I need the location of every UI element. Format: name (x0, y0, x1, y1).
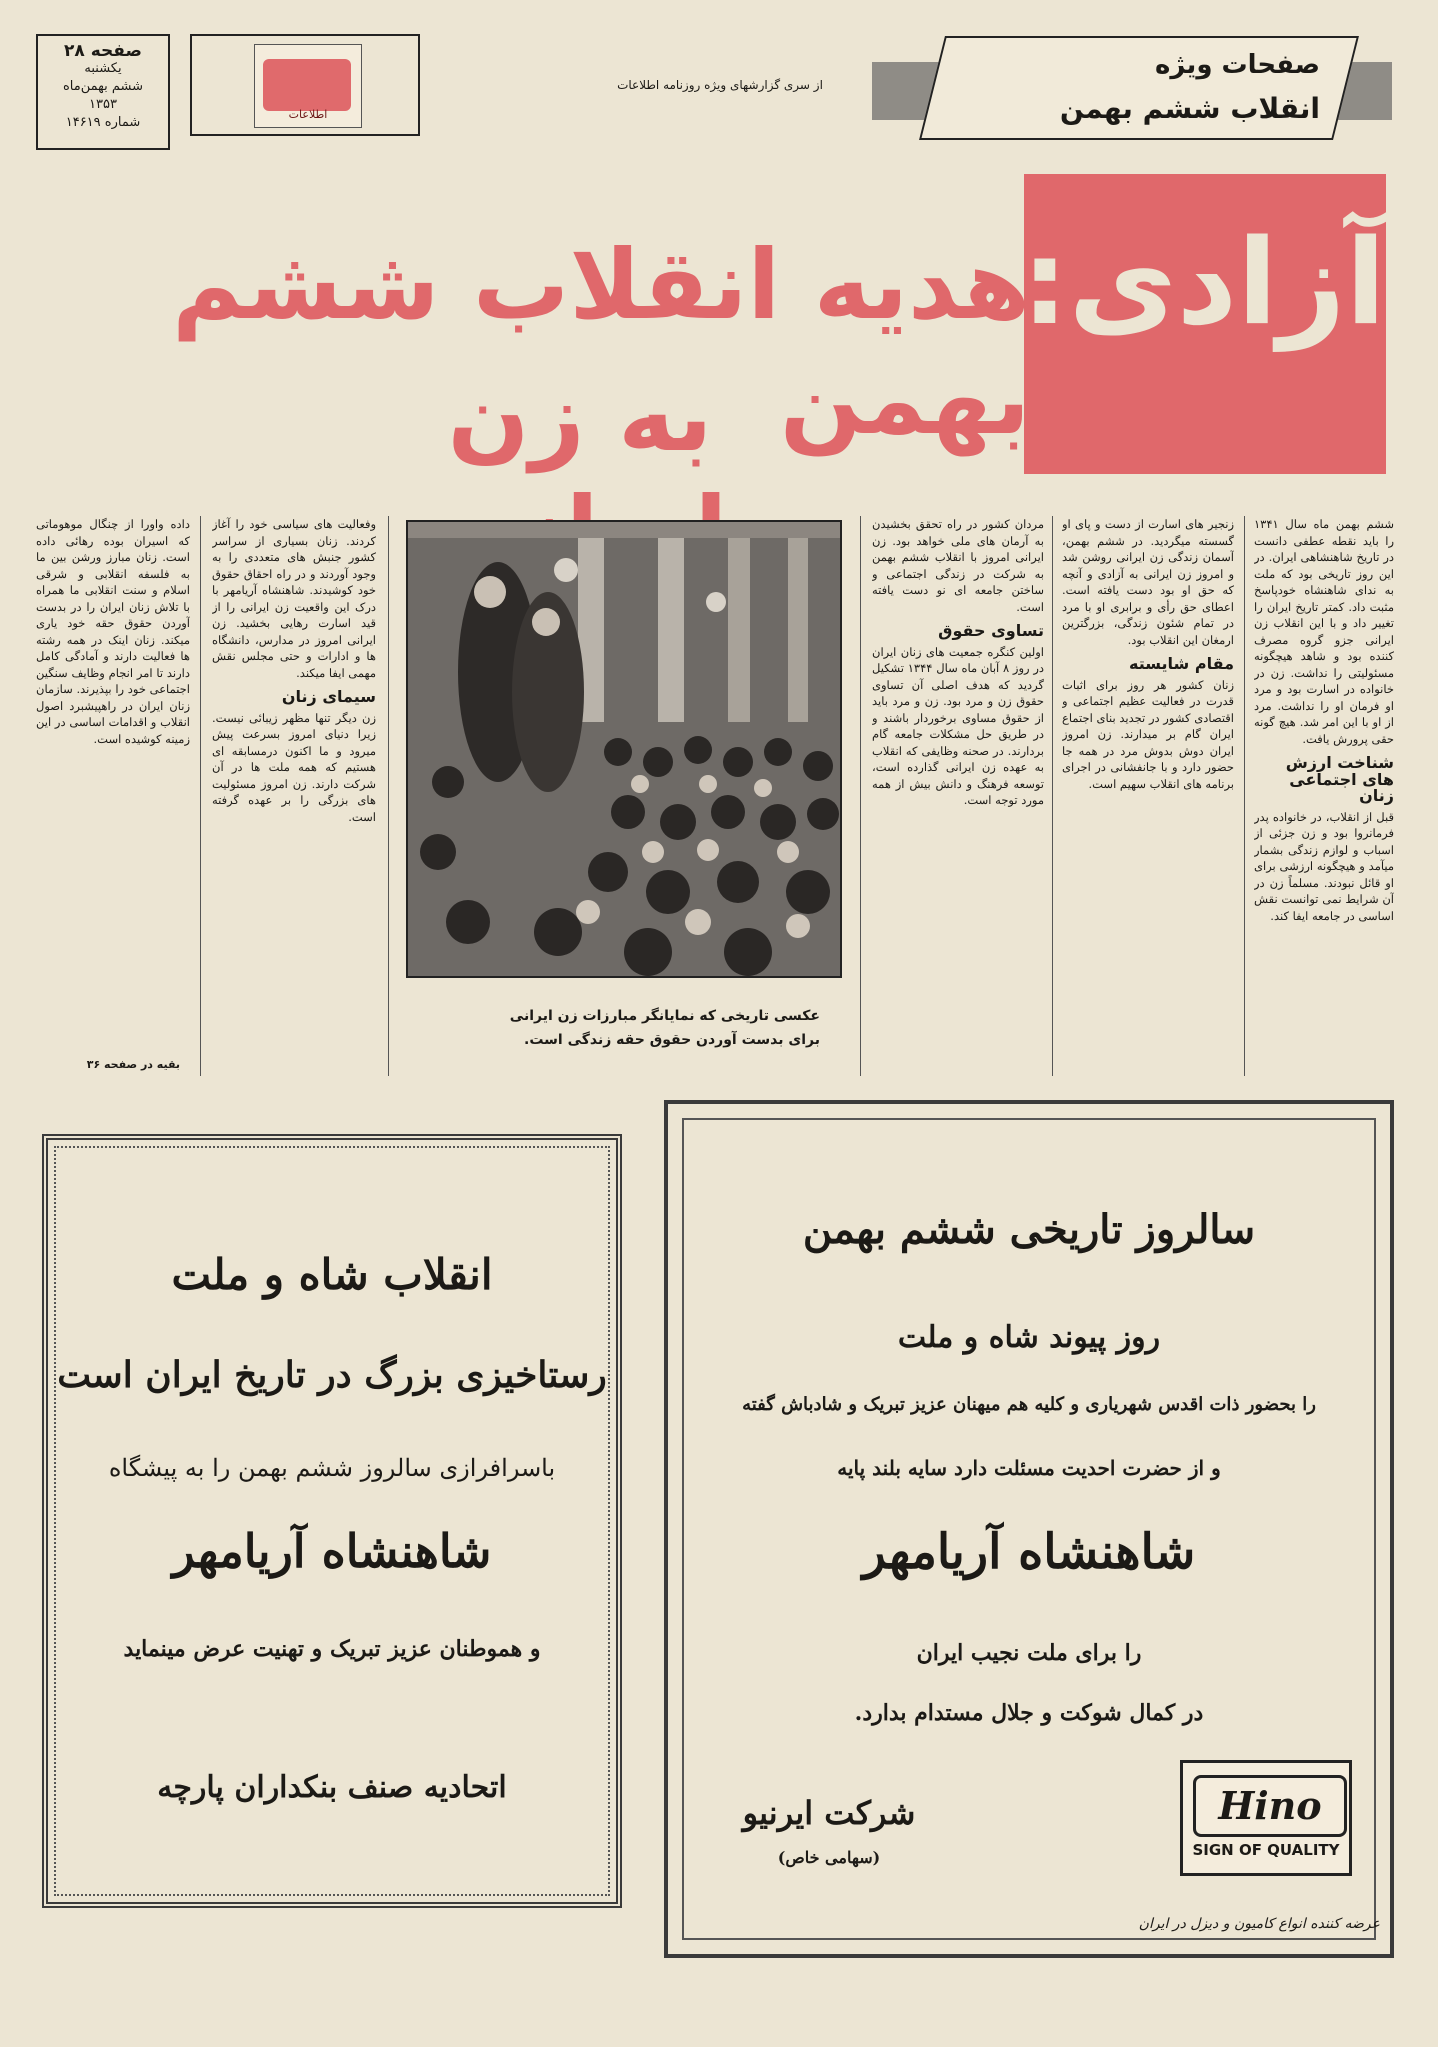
page-number: صفحه ۲۸ (64, 41, 142, 61)
issue-year: ۱۳۵۳ (89, 97, 117, 112)
article-column-3 (872, 516, 1044, 1076)
ad-left-signature: اتحادیه صنف بنکداران پارچه (157, 1770, 507, 1805)
column-rule (388, 516, 389, 1076)
section-title-line2: انقلاب ششم بهمن (1059, 92, 1320, 125)
ad-left-line4: شاهنشاه آریامهر (172, 1524, 492, 1578)
continued-note: بقیه در صفحه ۳۶ (86, 1058, 180, 1071)
article-col5-text: داده واورا از چنگال موهوماتی که اسیران بوده رهائی داده است. زنان مبارز ورشن بین ما به فلسفه انقلابی و شرقی اسلام و سنت انقلابی ما همراه با تلاش زنان ایران را در بدست آوردن حقوق حقه خود یاری میکند. زنان اینک در همه رشته ها فعالیت دارند و آمادگی کامل دارند تا امر انجام وظایف سنگین اجتماعی خود را بپذیرند. سازمان زنان ایران در راهپیشبرد اصول انقلاب و اقدامات اساسی در این زمینه کوشیده است. (36, 517, 190, 746)
weekday: یکشنبه (84, 61, 122, 76)
ad-right-line2: روز پیوند شاه و ملت (897, 1320, 1161, 1355)
ad-right-line4: و از حضرت احدیت مسئلت دارد سایه بلند پایه (837, 1456, 1221, 1480)
article-col2-text2: زنان کشور هر روز برای اثبات قدرت در فعالیت عظیم اجتماعی و اقتصادی کشور در تجدید بنای اجتماع ایران گام بر میدارند. زن امروز ایران دوش بدوش مرد در همه جا حضور دارد و با جانفشانی در اجرای برنامه های انقلاب سهیم است. (1062, 677, 1234, 791)
ad-left-line2: رستاخیزی بزرگ در تاریخ ایران است (57, 1354, 607, 1396)
ad-left (42, 1134, 622, 1908)
ad-right-line3: را بحضور ذات اقدس شهریاری و کلیه هم میهنان عزیز تبریک و شادباش گفته (742, 1394, 1316, 1415)
ad-right-line5: شاهنشاه آریامهر (862, 1524, 1196, 1580)
article-column-5 (36, 516, 190, 1056)
logo-text: اطلاعات (288, 108, 328, 121)
article-column-4 (212, 516, 376, 1076)
article-col2-subhead: مقام شایسته (1129, 654, 1234, 673)
headline-line2: به زن (447, 361, 713, 473)
article-col4-text2: زن دیگر تنها مظهر زیبائی نیست. زیرا دنیای امروز بسرعت پیش میرود و ما اکنون درمسابقه ای هستیم که همه ملت ها در آن شرکت دارند. زن امروز مسئولیت های بزرگی را بر عهده گرفته است. (212, 710, 376, 824)
photo-caption (420, 1004, 820, 1052)
headline-line1: هدیه انقلاب ششم بهمن (172, 229, 1030, 457)
hino-logo-box (1180, 1760, 1352, 1876)
column-rule (1244, 516, 1245, 1076)
column-rule (1052, 516, 1053, 1076)
article-col1-subhead: شناخت ارزش های اجتماعی زنان (1285, 753, 1394, 805)
article-column-1 (1254, 516, 1394, 1076)
ad-right-line6: را برای ملت نجیب ایران (916, 1640, 1142, 1666)
section-header (872, 32, 1392, 150)
issue-date: ششم بهمن‌ماه (62, 79, 144, 94)
ad-right-company-type: (سهامی خاص) (777, 1848, 881, 1867)
article-column-2 (1062, 516, 1234, 1076)
historic-photo (406, 520, 842, 978)
series-tagline: از سری گزارشهای ویژه روزنامه اطلاعات (617, 78, 823, 92)
ad-right-line7: در کمال شوکت و جلال مستدام بدارد. (854, 1700, 1204, 1726)
article-col3-subhead: تساوی حقوق (938, 621, 1044, 640)
article-col4-text: وفعالیت های سیاسی خود را آغاز کردند. زنان بسیاری از سراسر کشور جنبش های متعددی را به وجود آوردند و در راه احقاق حقوق خود کوشیدند. شاهنشاه آریامهر با درک این واقعیت زن ایرانی را از قید اسارت رهایی بخشید. زن ایرانی امروز در مدارس، دانشگاه ها و ادارات و حتی مجلس نقش مهمی ایفا میکند. (212, 517, 376, 680)
hino-logo: Hino (1193, 1775, 1347, 1837)
article-col1-text: ششم بهمن ماه سال ۱۳۴۱ را باید نقطه عطفی دانست در تاریخ شاهنشاهی ایران. در این روز تاریخی بود که ملت به ندای شاهنشاه خودپاسخ مثبت داد. کمتر تاریخ ایران را تغییر داد و با این انقلاب زن ایرانی جزو گروه مصرف کننده بود و شاهد هیچگونه مسئولیتی را نداشت. زن در خانواده در اسارت بود و مرد او فرمان او را نداشت. مرد از او با این امر شد. هیچ گونه حقی پرورش یافت. (1254, 517, 1394, 746)
ad-left-title: انقلاب شاه و ملت (171, 1250, 493, 1299)
photo-caption-line2: برای بدست آوردن حقوق حقه زندگی است. (524, 1032, 820, 1048)
photo-illustration (408, 522, 840, 976)
ad-right-title: سالروز تاریخی ششم بهمن (802, 1206, 1256, 1253)
newspaper-logo (190, 34, 420, 136)
ad-right-footer: عرضه کننده انواع کامیون و دیزل در ایران (1138, 1916, 1380, 1932)
photo-caption-line1: عکسی تاریخی که نمایانگر مبارزات زن ایرانی (509, 1008, 820, 1024)
article-col1-text2: قبل از انقلاب، در خانواده پدر فرمانروا بود و زن جزئی از اسباب و لوازم زندگی بشمار میآمد و هیچگونه ارزشی برای او قائل نبودند. مسلماً زن در آن شرایط نمی توانست نقش اساسی در جامعه ایفا کند. (1254, 809, 1394, 923)
article-col2-text: زنجیر های اسارت از دست و پای او گسسته میگردید. در ششم بهمن، آسمان زندگی زن ایرانی روشن شد و امروز زن ایرانی به آزادی و آنچه که حق او بود دست یافته است. اعطای حق رأی و برابری او با مرد در تمام شئون زندگی، بزرگترین ارمغان این انقلاب بود. (1062, 517, 1234, 647)
article-col4-subhead: سیمای زنان (281, 687, 376, 706)
headline-azadi: آزادی: (1021, 213, 1386, 351)
logo-emblem (263, 59, 351, 111)
issue-number: شماره ۱۴۶۱۹ (65, 115, 141, 130)
ad-left-line3: باسرافرازی سالروز ششم بهمن را به پیشگاه (108, 1454, 556, 1482)
section-title-line1: صفحات ویژه (1155, 50, 1320, 80)
ad-left-line5: و هموطنان عزیز تبریک و تهنیت عرض مینماید (123, 1636, 541, 1662)
article-col3-text: مردان کشور در راه تحقق بخشیدن به آرمان های ملی خواهد بود. زن ایرانی امروز با انقلاب ششم بهمن به شرکت در زندگی اجتماعی و ساختن جامعه ای نو دست یافته است. (872, 517, 1044, 614)
page-info-box (36, 34, 170, 150)
column-rule (860, 516, 861, 1076)
column-rule (200, 516, 201, 1076)
hino-slogan: SIGN OF QUALITY (1192, 1841, 1340, 1859)
ad-right-company: شرکت ایرنیو (742, 1794, 916, 1832)
article-col3-text2: اولین کنگره جمعیت های زنان ایران در روز ۸ آبان ماه سال ۱۳۴۴ تشکیل گردید که هدف اصلی آن تساوی حقوق زن و مرد بود. زن و مرد باید از حقوق مساوی برخوردار باشند و در طریق حل مشکلات جامعه گام بردارند. در صحنه وظایفی که انقلاب به عهده زن ایرانی گذارده است، توسعه فرهنگ و دانش بیش از همه مورد توجه است. (872, 644, 1044, 807)
